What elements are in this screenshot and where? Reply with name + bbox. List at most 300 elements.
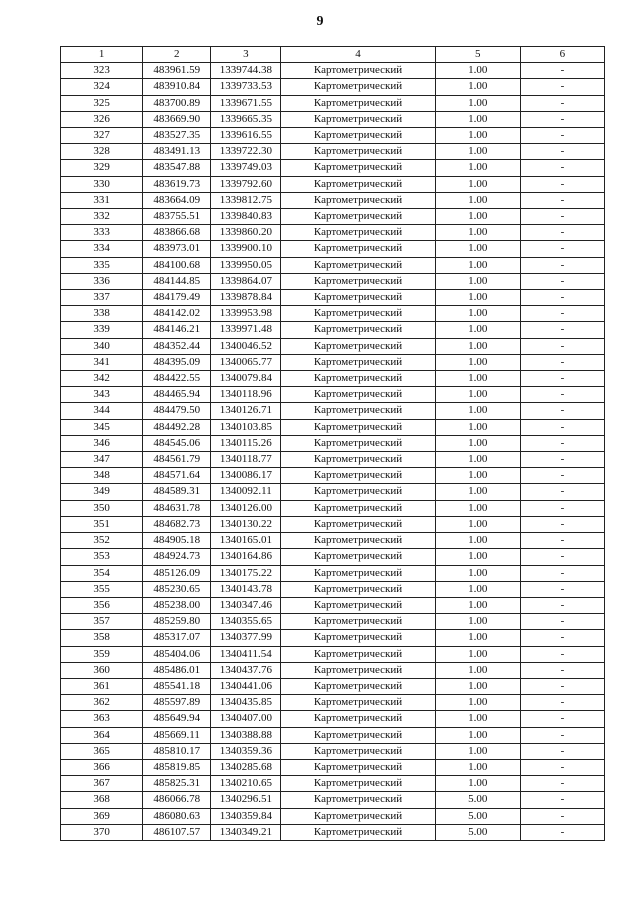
table-row <box>61 354 605 370</box>
method-cell: Картометрический <box>281 468 435 484</box>
accuracy-cell: 1.00 <box>435 95 520 111</box>
method-cell: Картометрический <box>281 192 435 208</box>
point-number-cell: 368 <box>61 792 143 808</box>
method-cell: Картометрический <box>281 95 435 111</box>
column-header: 1 <box>61 47 143 63</box>
description-cell: - <box>520 695 604 711</box>
table-row <box>61 225 605 241</box>
description-cell: - <box>520 403 604 419</box>
description-cell: - <box>520 468 604 484</box>
accuracy-cell: 1.00 <box>435 160 520 176</box>
x-coordinate-cell: 484142.02 <box>143 306 211 322</box>
method-cell: Картометрический <box>281 792 435 808</box>
accuracy-cell: 1.00 <box>435 192 520 208</box>
description-cell: - <box>520 824 604 840</box>
description-cell: - <box>520 484 604 500</box>
y-coordinate-cell: 1339671.55 <box>211 95 281 111</box>
x-coordinate-cell: 483910.84 <box>143 79 211 95</box>
y-coordinate-cell: 1339812.75 <box>211 192 281 208</box>
point-number-cell: 361 <box>61 678 143 694</box>
method-cell: Картометрический <box>281 759 435 775</box>
description-cell: - <box>520 354 604 370</box>
point-number-cell: 338 <box>61 306 143 322</box>
description-cell: - <box>520 711 604 727</box>
y-coordinate-cell: 1340130.22 <box>211 516 281 532</box>
x-coordinate-cell: 486107.57 <box>143 824 211 840</box>
point-number-cell: 329 <box>61 160 143 176</box>
accuracy-cell: 1.00 <box>435 403 520 419</box>
description-cell: - <box>520 176 604 192</box>
point-number-cell: 363 <box>61 711 143 727</box>
y-coordinate-cell: 1340435.85 <box>211 695 281 711</box>
table-row <box>61 630 605 646</box>
method-cell: Картометрический <box>281 419 435 435</box>
accuracy-cell: 1.00 <box>435 597 520 613</box>
description-cell: - <box>520 614 604 630</box>
point-number-cell: 326 <box>61 111 143 127</box>
description-cell: - <box>520 597 604 613</box>
x-coordinate-cell: 484395.09 <box>143 354 211 370</box>
accuracy-cell: 1.00 <box>435 711 520 727</box>
point-number-cell: 330 <box>61 176 143 192</box>
table-row <box>61 581 605 597</box>
accuracy-cell: 1.00 <box>435 484 520 500</box>
table-row <box>61 808 605 824</box>
point-number-cell: 370 <box>61 824 143 840</box>
y-coordinate-cell: 1339792.60 <box>211 176 281 192</box>
y-coordinate-cell: 1339749.03 <box>211 160 281 176</box>
y-coordinate-cell: 1339722.30 <box>211 144 281 160</box>
accuracy-cell: 1.00 <box>435 63 520 79</box>
point-number-cell: 324 <box>61 79 143 95</box>
description-cell: - <box>520 581 604 597</box>
accuracy-cell: 1.00 <box>435 727 520 743</box>
table-body <box>61 63 605 841</box>
y-coordinate-cell: 1340377.99 <box>211 630 281 646</box>
point-number-cell: 344 <box>61 403 143 419</box>
method-cell: Картометрический <box>281 549 435 565</box>
method-cell: Картометрический <box>281 111 435 127</box>
point-number-cell: 333 <box>61 225 143 241</box>
method-cell: Картометрический <box>281 776 435 792</box>
y-coordinate-cell: 1340086.17 <box>211 468 281 484</box>
table-row <box>61 484 605 500</box>
table-row <box>61 403 605 419</box>
x-coordinate-cell: 485404.06 <box>143 646 211 662</box>
column-header: 6 <box>520 47 604 63</box>
column-header: 5 <box>435 47 520 63</box>
column-header: 4 <box>281 47 435 63</box>
accuracy-cell: 1.00 <box>435 273 520 289</box>
x-coordinate-cell: 485230.65 <box>143 581 211 597</box>
description-cell: - <box>520 516 604 532</box>
method-cell: Картометрический <box>281 565 435 581</box>
table-row <box>61 727 605 743</box>
description-cell: - <box>520 500 604 516</box>
y-coordinate-cell: 1340407.00 <box>211 711 281 727</box>
point-number-cell: 362 <box>61 695 143 711</box>
method-cell: Картометрический <box>281 435 435 451</box>
point-number-cell: 342 <box>61 371 143 387</box>
method-cell: Картометрический <box>281 209 435 225</box>
description-cell: - <box>520 160 604 176</box>
y-coordinate-cell: 1340118.96 <box>211 387 281 403</box>
point-number-cell: 355 <box>61 581 143 597</box>
method-cell: Картометрический <box>281 241 435 257</box>
description-cell: - <box>520 322 604 338</box>
method-cell: Картометрический <box>281 225 435 241</box>
point-number-cell: 343 <box>61 387 143 403</box>
y-coordinate-cell: 1339744.38 <box>211 63 281 79</box>
accuracy-cell: 1.00 <box>435 290 520 306</box>
x-coordinate-cell: 484924.73 <box>143 549 211 565</box>
table-row <box>61 338 605 354</box>
x-coordinate-cell: 484905.18 <box>143 533 211 549</box>
x-coordinate-cell: 483866.68 <box>143 225 211 241</box>
x-coordinate-cell: 485825.31 <box>143 776 211 792</box>
point-number-cell: 366 <box>61 759 143 775</box>
point-number-cell: 341 <box>61 354 143 370</box>
y-coordinate-cell: 1339878.84 <box>211 290 281 306</box>
accuracy-cell: 1.00 <box>435 516 520 532</box>
description-cell: - <box>520 290 604 306</box>
method-cell: Картометрический <box>281 678 435 694</box>
y-coordinate-cell: 1339840.83 <box>211 209 281 225</box>
point-number-cell: 349 <box>61 484 143 500</box>
y-coordinate-cell: 1339900.10 <box>211 241 281 257</box>
description-cell: - <box>520 678 604 694</box>
table-row <box>61 306 605 322</box>
x-coordinate-cell: 484682.73 <box>143 516 211 532</box>
table-row <box>61 63 605 79</box>
point-number-cell: 348 <box>61 468 143 484</box>
point-number-cell: 354 <box>61 565 143 581</box>
description-cell: - <box>520 646 604 662</box>
method-cell: Картометрический <box>281 63 435 79</box>
x-coordinate-cell: 484545.06 <box>143 435 211 451</box>
table-row <box>61 743 605 759</box>
accuracy-cell: 1.00 <box>435 306 520 322</box>
method-cell: Картометрический <box>281 176 435 192</box>
point-number-cell: 331 <box>61 192 143 208</box>
table-row <box>61 209 605 225</box>
table-row <box>61 290 605 306</box>
x-coordinate-cell: 485819.85 <box>143 759 211 775</box>
method-cell: Картометрический <box>281 290 435 306</box>
table-row <box>61 662 605 678</box>
point-number-cell: 328 <box>61 144 143 160</box>
table-row <box>61 387 605 403</box>
coordinates-table <box>60 46 605 841</box>
table-row <box>61 241 605 257</box>
point-number-cell: 367 <box>61 776 143 792</box>
y-coordinate-cell: 1339950.05 <box>211 257 281 273</box>
x-coordinate-cell: 485126.09 <box>143 565 211 581</box>
table-row <box>61 273 605 289</box>
accuracy-cell: 5.00 <box>435 792 520 808</box>
description-cell: - <box>520 79 604 95</box>
x-coordinate-cell: 485486.01 <box>143 662 211 678</box>
y-coordinate-cell: 1339864.07 <box>211 273 281 289</box>
method-cell: Картометрический <box>281 338 435 354</box>
table-row <box>61 257 605 273</box>
table-row <box>61 435 605 451</box>
y-coordinate-cell: 1339616.55 <box>211 128 281 144</box>
accuracy-cell: 1.00 <box>435 662 520 678</box>
method-cell: Картометрический <box>281 484 435 500</box>
method-cell: Картометрический <box>281 533 435 549</box>
accuracy-cell: 1.00 <box>435 759 520 775</box>
description-cell: - <box>520 241 604 257</box>
x-coordinate-cell: 484631.78 <box>143 500 211 516</box>
point-number-cell: 347 <box>61 452 143 468</box>
method-cell: Картометрический <box>281 743 435 759</box>
table-row <box>61 516 605 532</box>
accuracy-cell: 1.00 <box>435 533 520 549</box>
table-row <box>61 128 605 144</box>
column-header: 3 <box>211 47 281 63</box>
description-cell: - <box>520 533 604 549</box>
accuracy-cell: 1.00 <box>435 695 520 711</box>
description-cell: - <box>520 371 604 387</box>
accuracy-cell: 1.00 <box>435 549 520 565</box>
point-number-cell: 337 <box>61 290 143 306</box>
point-number-cell: 357 <box>61 614 143 630</box>
x-coordinate-cell: 484571.64 <box>143 468 211 484</box>
x-coordinate-cell: 484492.28 <box>143 419 211 435</box>
x-coordinate-cell: 485238.00 <box>143 597 211 613</box>
point-number-cell: 345 <box>61 419 143 435</box>
accuracy-cell: 1.00 <box>435 468 520 484</box>
method-cell: Картометрический <box>281 695 435 711</box>
method-cell: Картометрический <box>281 597 435 613</box>
y-coordinate-cell: 1340296.51 <box>211 792 281 808</box>
table-row <box>61 468 605 484</box>
description-cell: - <box>520 209 604 225</box>
table-header-row <box>61 47 605 63</box>
x-coordinate-cell: 483547.88 <box>143 160 211 176</box>
x-coordinate-cell: 485810.17 <box>143 743 211 759</box>
accuracy-cell: 1.00 <box>435 452 520 468</box>
column-header: 2 <box>143 47 211 63</box>
description-cell: - <box>520 727 604 743</box>
accuracy-cell: 1.00 <box>435 743 520 759</box>
point-number-cell: 369 <box>61 808 143 824</box>
accuracy-cell: 1.00 <box>435 776 520 792</box>
x-coordinate-cell: 486080.63 <box>143 808 211 824</box>
point-number-cell: 351 <box>61 516 143 532</box>
description-cell: - <box>520 630 604 646</box>
accuracy-cell: 1.00 <box>435 338 520 354</box>
accuracy-cell: 1.00 <box>435 257 520 273</box>
y-coordinate-cell: 1339953.98 <box>211 306 281 322</box>
description-cell: - <box>520 808 604 824</box>
y-coordinate-cell: 1340118.77 <box>211 452 281 468</box>
method-cell: Картометрический <box>281 452 435 468</box>
point-number-cell: 334 <box>61 241 143 257</box>
method-cell: Картометрический <box>281 824 435 840</box>
y-coordinate-cell: 1340411.54 <box>211 646 281 662</box>
table-row <box>61 776 605 792</box>
y-coordinate-cell: 1340079.84 <box>211 371 281 387</box>
y-coordinate-cell: 1340359.36 <box>211 743 281 759</box>
x-coordinate-cell: 485259.80 <box>143 614 211 630</box>
description-cell: - <box>520 452 604 468</box>
accuracy-cell: 1.00 <box>435 128 520 144</box>
point-number-cell: 356 <box>61 597 143 613</box>
accuracy-cell: 1.00 <box>435 678 520 694</box>
description-cell: - <box>520 743 604 759</box>
y-coordinate-cell: 1340164.86 <box>211 549 281 565</box>
method-cell: Картометрический <box>281 354 435 370</box>
method-cell: Картометрический <box>281 630 435 646</box>
x-coordinate-cell: 483619.73 <box>143 176 211 192</box>
x-coordinate-cell: 484100.68 <box>143 257 211 273</box>
description-cell: - <box>520 273 604 289</box>
description-cell: - <box>520 776 604 792</box>
method-cell: Картометрический <box>281 144 435 160</box>
description-cell: - <box>520 419 604 435</box>
accuracy-cell: 1.00 <box>435 354 520 370</box>
x-coordinate-cell: 484561.79 <box>143 452 211 468</box>
accuracy-cell: 1.00 <box>435 209 520 225</box>
method-cell: Картометрический <box>281 646 435 662</box>
description-cell: - <box>520 792 604 808</box>
y-coordinate-cell: 1340165.01 <box>211 533 281 549</box>
table-row <box>61 533 605 549</box>
accuracy-cell: 1.00 <box>435 144 520 160</box>
description-cell: - <box>520 144 604 160</box>
accuracy-cell: 1.00 <box>435 322 520 338</box>
y-coordinate-cell: 1340359.84 <box>211 808 281 824</box>
x-coordinate-cell: 485597.89 <box>143 695 211 711</box>
accuracy-cell: 1.00 <box>435 581 520 597</box>
point-number-cell: 327 <box>61 128 143 144</box>
y-coordinate-cell: 1340115.26 <box>211 435 281 451</box>
method-cell: Картометрический <box>281 808 435 824</box>
method-cell: Картометрический <box>281 306 435 322</box>
table-row <box>61 711 605 727</box>
table-row <box>61 371 605 387</box>
description-cell: - <box>520 111 604 127</box>
x-coordinate-cell: 484465.94 <box>143 387 211 403</box>
x-coordinate-cell: 483491.13 <box>143 144 211 160</box>
method-cell: Картометрический <box>281 322 435 338</box>
table-row <box>61 678 605 694</box>
accuracy-cell: 1.00 <box>435 111 520 127</box>
x-coordinate-cell: 483700.89 <box>143 95 211 111</box>
y-coordinate-cell: 1340347.46 <box>211 597 281 613</box>
accuracy-cell: 1.00 <box>435 500 520 516</box>
table-row <box>61 176 605 192</box>
accuracy-cell: 1.00 <box>435 565 520 581</box>
point-number-cell: 325 <box>61 95 143 111</box>
y-coordinate-cell: 1340437.76 <box>211 662 281 678</box>
description-cell: - <box>520 338 604 354</box>
table-row <box>61 192 605 208</box>
point-number-cell: 353 <box>61 549 143 565</box>
point-number-cell: 350 <box>61 500 143 516</box>
point-number-cell: 336 <box>61 273 143 289</box>
point-number-cell: 346 <box>61 435 143 451</box>
y-coordinate-cell: 1340092.11 <box>211 484 281 500</box>
table-row <box>61 144 605 160</box>
table-row <box>61 614 605 630</box>
x-coordinate-cell: 483669.90 <box>143 111 211 127</box>
table-row <box>61 792 605 808</box>
point-number-cell: 340 <box>61 338 143 354</box>
description-cell: - <box>520 662 604 678</box>
method-cell: Картометрический <box>281 727 435 743</box>
x-coordinate-cell: 484422.55 <box>143 371 211 387</box>
method-cell: Картометрический <box>281 128 435 144</box>
accuracy-cell: 1.00 <box>435 225 520 241</box>
x-coordinate-cell: 483973.01 <box>143 241 211 257</box>
description-cell: - <box>520 565 604 581</box>
accuracy-cell: 1.00 <box>435 646 520 662</box>
y-coordinate-cell: 1339860.20 <box>211 225 281 241</box>
y-coordinate-cell: 1340175.22 <box>211 565 281 581</box>
y-coordinate-cell: 1340210.65 <box>211 776 281 792</box>
point-number-cell: 323 <box>61 63 143 79</box>
point-number-cell: 352 <box>61 533 143 549</box>
x-coordinate-cell: 483664.09 <box>143 192 211 208</box>
table-row <box>61 95 605 111</box>
point-number-cell: 358 <box>61 630 143 646</box>
accuracy-cell: 1.00 <box>435 79 520 95</box>
description-cell: - <box>520 128 604 144</box>
method-cell: Картометрический <box>281 711 435 727</box>
y-coordinate-cell: 1340285.68 <box>211 759 281 775</box>
description-cell: - <box>520 63 604 79</box>
y-coordinate-cell: 1340388.88 <box>211 727 281 743</box>
accuracy-cell: 1.00 <box>435 419 520 435</box>
table-row <box>61 452 605 468</box>
point-number-cell: 335 <box>61 257 143 273</box>
table-row <box>61 824 605 840</box>
table-row <box>61 549 605 565</box>
x-coordinate-cell: 485649.94 <box>143 711 211 727</box>
x-coordinate-cell: 485669.11 <box>143 727 211 743</box>
accuracy-cell: 1.00 <box>435 371 520 387</box>
table-row <box>61 759 605 775</box>
accuracy-cell: 1.00 <box>435 176 520 192</box>
page-number: 9 <box>316 14 324 29</box>
point-number-cell: 339 <box>61 322 143 338</box>
point-number-cell: 359 <box>61 646 143 662</box>
table-row <box>61 419 605 435</box>
table-row <box>61 597 605 613</box>
x-coordinate-cell: 484589.31 <box>143 484 211 500</box>
accuracy-cell: 1.00 <box>435 241 520 257</box>
point-number-cell: 364 <box>61 727 143 743</box>
description-cell: - <box>520 387 604 403</box>
accuracy-cell: 1.00 <box>435 614 520 630</box>
y-coordinate-cell: 1340046.52 <box>211 338 281 354</box>
table-row <box>61 111 605 127</box>
description-cell: - <box>520 95 604 111</box>
y-coordinate-cell: 1340126.00 <box>211 500 281 516</box>
method-cell: Картометрический <box>281 273 435 289</box>
y-coordinate-cell: 1340349.21 <box>211 824 281 840</box>
x-coordinate-cell: 484179.49 <box>143 290 211 306</box>
method-cell: Картометрический <box>281 500 435 516</box>
method-cell: Картометрический <box>281 371 435 387</box>
description-cell: - <box>520 257 604 273</box>
y-coordinate-cell: 1339971.48 <box>211 322 281 338</box>
description-cell: - <box>520 306 604 322</box>
x-coordinate-cell: 485317.07 <box>143 630 211 646</box>
